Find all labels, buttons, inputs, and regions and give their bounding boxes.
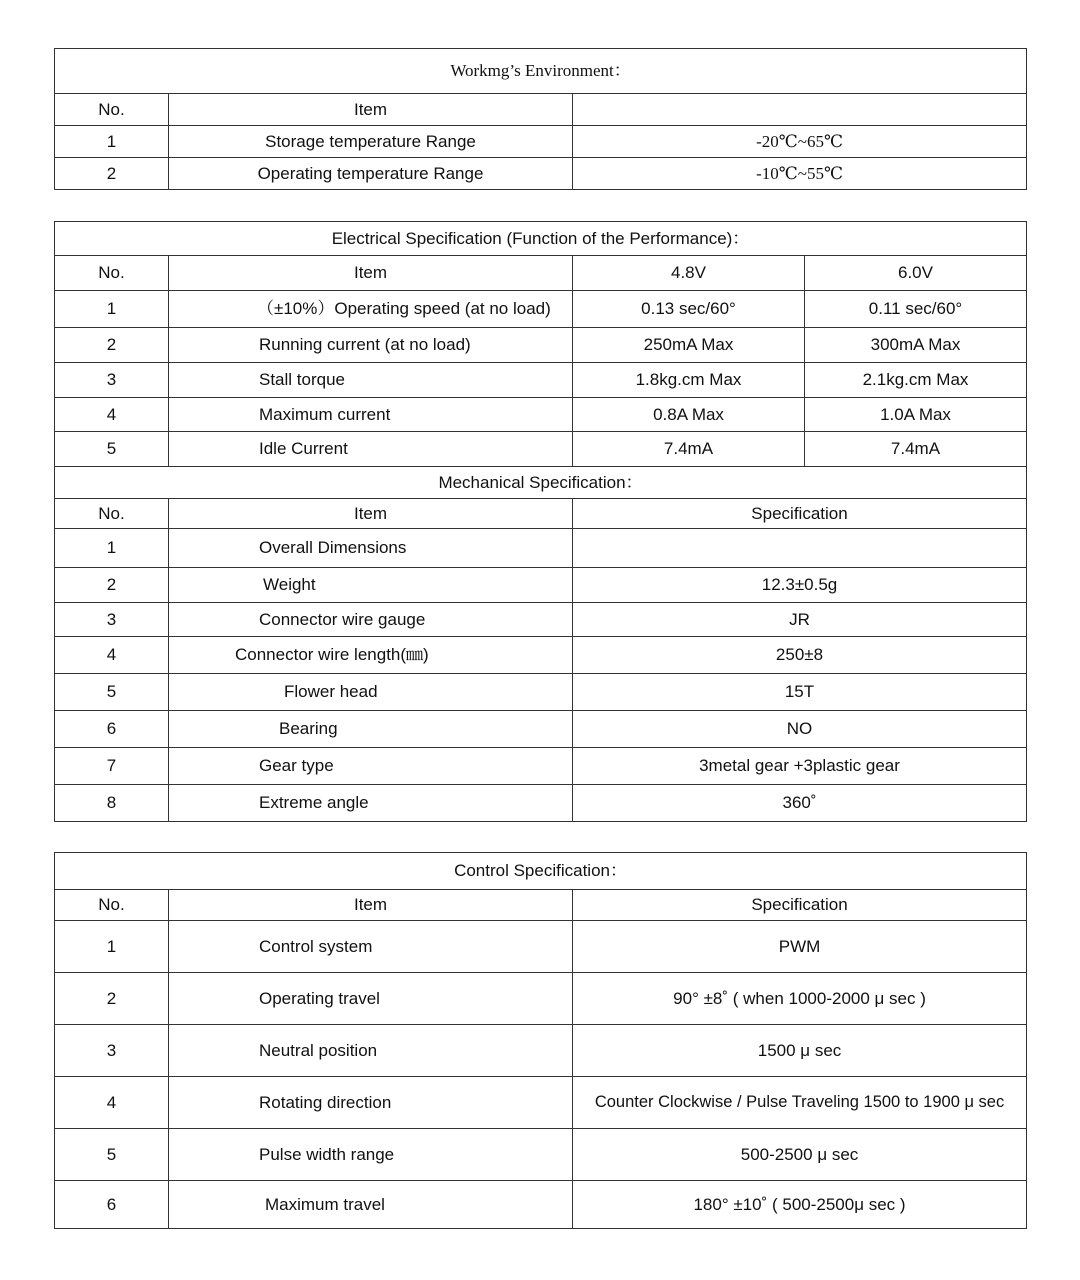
- row-item: Control system: [169, 921, 573, 973]
- row-no: 3: [55, 603, 169, 637]
- row-item: Stall torque: [169, 363, 573, 398]
- row-4-8v: 7.4mA: [573, 432, 805, 467]
- row-item: Connector wire length(㎜): [169, 637, 573, 674]
- row-item: Flower head: [169, 674, 573, 711]
- row-no: 5: [55, 674, 169, 711]
- table-row: [55, 328, 1027, 363]
- row-6-0v: 300mA Max: [805, 328, 1027, 363]
- row-6-0v: 7.4mA: [805, 432, 1027, 467]
- row-no: 5: [55, 432, 169, 467]
- row-item: Pulse width range: [169, 1129, 573, 1181]
- table-row: [55, 603, 1027, 637]
- row-specification: 3metal gear +3plastic gear: [573, 748, 1027, 785]
- table-row: [55, 432, 1027, 467]
- header-6-0v: 6.0V: [805, 256, 1027, 291]
- row-4-8v: 1.8kg.cm Max: [573, 363, 805, 398]
- row-specification: Counter Clockwise / Pulse Traveling 1500 to 1900 μ sec: [573, 1077, 1027, 1129]
- header-no: No.: [55, 94, 169, 126]
- row-no: 3: [55, 363, 169, 398]
- row-no: 2: [55, 158, 169, 190]
- row-item: Bearing: [169, 711, 573, 748]
- table-row: [55, 398, 1027, 432]
- table-row: [55, 568, 1027, 603]
- row-item: Storage temperature Range: [169, 126, 573, 158]
- row-no: 2: [55, 568, 169, 603]
- row-item: Running current (at no load): [169, 328, 573, 363]
- row-specification: 360˚: [573, 785, 1027, 822]
- row-no: 2: [55, 328, 169, 363]
- row-item: Connector wire gauge: [169, 603, 573, 637]
- row-item: （±10%）Operating speed (at no load): [169, 291, 573, 328]
- header-4-8v: 4.8V: [573, 256, 805, 291]
- table-row: [55, 921, 1027, 973]
- row-no: 4: [55, 637, 169, 674]
- table-row: [55, 1181, 1027, 1229]
- table-row: [55, 711, 1027, 748]
- table-row: [55, 1077, 1027, 1129]
- table-row: [55, 1129, 1027, 1181]
- header-no: No.: [55, 890, 169, 921]
- row-specification: 90° ±8˚ ( when 1000-2000 μ sec ): [573, 973, 1027, 1025]
- row-6-0v: 0.11 sec/60°: [805, 291, 1027, 328]
- row-item: Neutral position: [169, 1025, 573, 1077]
- electrical-title: Electrical Specification (Function of the Performance)：: [55, 222, 1027, 256]
- header-item: Item: [169, 256, 573, 291]
- header-no: No.: [55, 256, 169, 291]
- table-row: [55, 529, 1027, 568]
- row-no: 2: [55, 973, 169, 1025]
- row-specification: NO: [573, 711, 1027, 748]
- row-no: 1: [55, 921, 169, 973]
- row-6-0v: 2.1kg.cm Max: [805, 363, 1027, 398]
- row-no: 1: [55, 126, 169, 158]
- row-item: Idle Current: [169, 432, 573, 467]
- row-4-8v: 250mA Max: [573, 328, 805, 363]
- table-row: [55, 363, 1027, 398]
- environment-title: Workmg’s Environment：: [55, 49, 1027, 94]
- table-row: [55, 291, 1027, 328]
- table-row: [55, 126, 1027, 158]
- row-item: Operating travel: [169, 973, 573, 1025]
- row-no: 3: [55, 1025, 169, 1077]
- row-item: Maximum current: [169, 398, 573, 432]
- row-item: Overall Dimensions: [169, 529, 573, 568]
- row-4-8v: 0.8A Max: [573, 398, 805, 432]
- header-value: [573, 94, 1027, 126]
- row-no: 6: [55, 1181, 169, 1229]
- header-item: Item: [169, 890, 573, 921]
- table-row: [55, 674, 1027, 711]
- row-no: 1: [55, 529, 169, 568]
- row-no: 4: [55, 398, 169, 432]
- header-no: No.: [55, 499, 169, 529]
- row-value: -10℃~55℃: [573, 158, 1027, 190]
- row-specification: [573, 529, 1027, 568]
- header-item: Item: [169, 94, 573, 126]
- row-item: Rotating direction: [169, 1077, 573, 1129]
- mechanical-title: Mechanical Specification：: [55, 467, 1027, 499]
- row-no: 8: [55, 785, 169, 822]
- row-specification: 15T: [573, 674, 1027, 711]
- row-specification: 12.3±0.5g: [573, 568, 1027, 603]
- header-specification: Specification: [573, 890, 1027, 921]
- row-specification: 250±8: [573, 637, 1027, 674]
- row-specification: PWM: [573, 921, 1027, 973]
- control-table: [54, 852, 1027, 1229]
- control-title: Control Specification：: [55, 853, 1027, 890]
- row-item: Gear type: [169, 748, 573, 785]
- header-item: Item: [169, 499, 573, 529]
- table-row: [55, 785, 1027, 822]
- row-no: 1: [55, 291, 169, 328]
- row-6-0v: 1.0A Max: [805, 398, 1027, 432]
- table-row: [55, 1025, 1027, 1077]
- row-item: Weight: [169, 568, 573, 603]
- table-row: [55, 158, 1027, 190]
- row-no: 6: [55, 711, 169, 748]
- header-specification: Specification: [573, 499, 1027, 529]
- row-item: Operating temperature Range: [169, 158, 573, 190]
- table-row: [55, 973, 1027, 1025]
- row-value: -20℃~65℃: [573, 126, 1027, 158]
- row-specification: JR: [573, 603, 1027, 637]
- row-no: 5: [55, 1129, 169, 1181]
- row-specification: 180° ±10˚ ( 500-2500μ sec ): [573, 1181, 1027, 1229]
- row-specification: 500-2500 μ sec: [573, 1129, 1027, 1181]
- environment-table: [54, 48, 1027, 190]
- row-no: 7: [55, 748, 169, 785]
- row-item: Extreme angle: [169, 785, 573, 822]
- table-row: [55, 637, 1027, 674]
- row-no: 4: [55, 1077, 169, 1129]
- row-4-8v: 0.13 sec/60°: [573, 291, 805, 328]
- row-specification: 1500 μ sec: [573, 1025, 1027, 1077]
- electrical-mechanical-table: [54, 221, 1027, 822]
- table-row: [55, 748, 1027, 785]
- row-item: Maximum travel: [169, 1181, 573, 1229]
